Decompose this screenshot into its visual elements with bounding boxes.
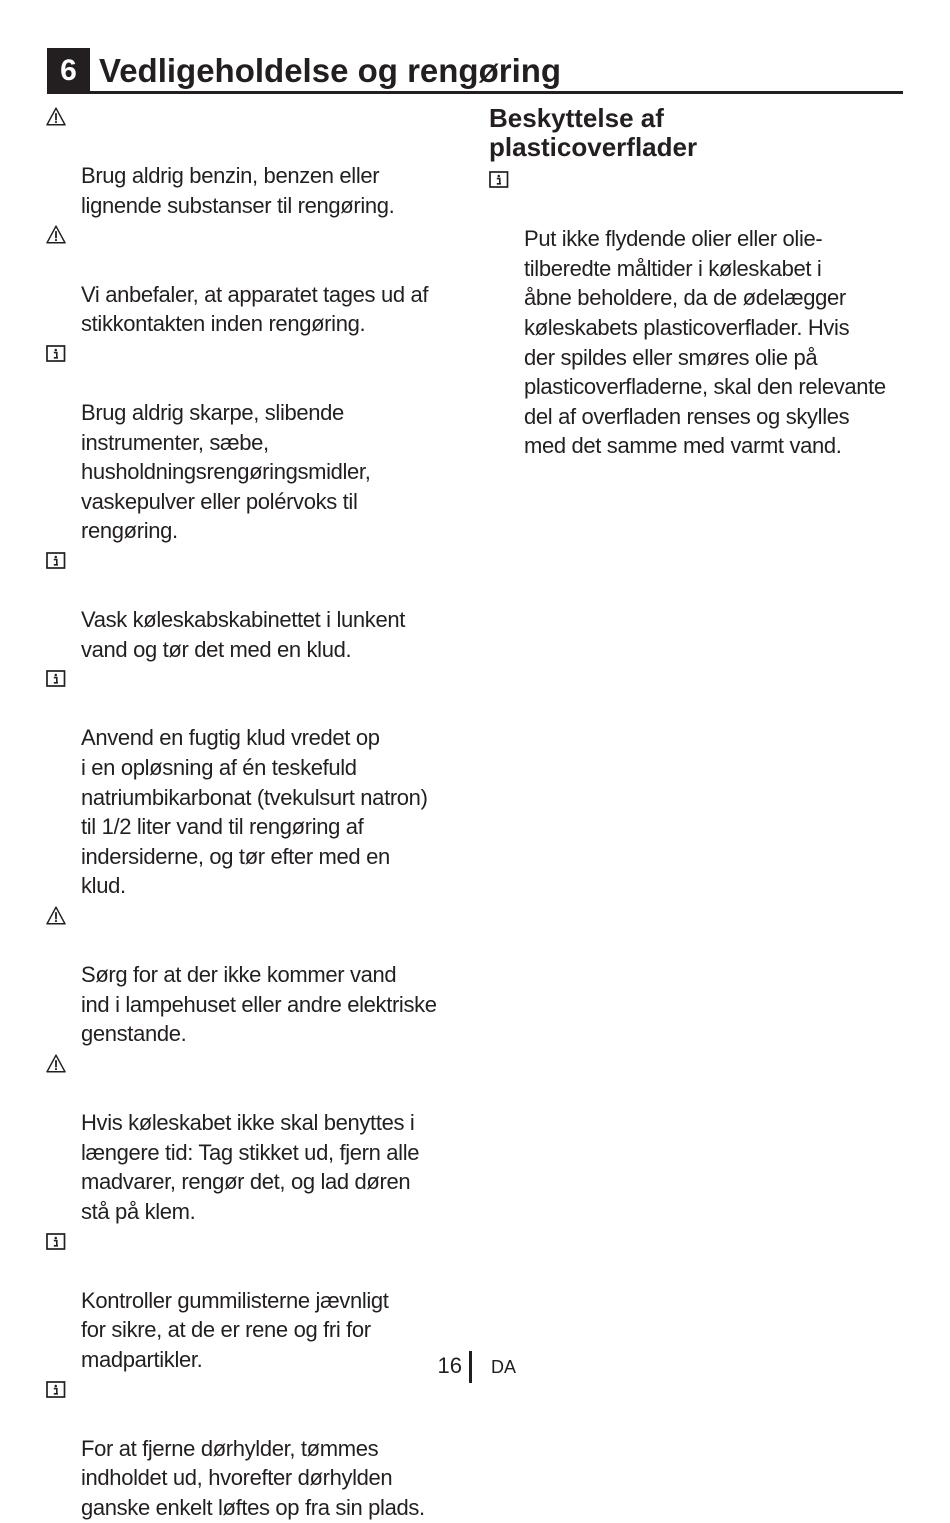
list-item-text: Sørg for at der ikke kommer vand ind i lampehuset eller andre elektriske genstande. xyxy=(81,962,437,1047)
section-title: Vedligeholdelse og rengøring xyxy=(99,52,562,89)
list-item xyxy=(46,1375,466,1523)
right-column xyxy=(489,104,909,461)
list-item xyxy=(46,546,466,664)
list-item xyxy=(489,165,909,461)
list-item-text: Anvend en fugtig klud vredet op i en opløsning af én teskefuld natriumbikarbonat (tvekulsurt natron) til 1/2 liter vand til rengøring af indersiderne, og tør efter med en klud. xyxy=(81,725,428,899)
list-item-text: For at fjerne dørhylder, tømmes indholdet ud, hvorefter dørhylden ganske enkelt løftes op fra sin plads. xyxy=(81,1435,425,1520)
list-item xyxy=(46,220,466,338)
language-code: DA xyxy=(491,1357,517,1377)
warning-icon xyxy=(46,107,66,126)
section-number-badge: 6 xyxy=(47,48,90,91)
info-icon xyxy=(46,669,66,688)
page-number: 16 xyxy=(437,1353,462,1378)
list-item xyxy=(46,664,466,901)
list-item-text: Vi anbefaler, at apparatet tages ud af stikkontakten inden rengøring. xyxy=(81,281,429,337)
warning-icon xyxy=(46,225,66,244)
list-item xyxy=(46,339,466,546)
info-icon xyxy=(46,1232,66,1251)
info-icon xyxy=(46,551,66,570)
list-item-text: Kontroller gummilisterne jævnligt for sikre, at de er rene og fri for madpartikler. xyxy=(81,1287,389,1372)
list-item-text: Hvis køleskabet ikke skal benyttes i længere tid: Tag stikket ud, fjern alle madvarer, rengør det, og lad døren stå på klem. xyxy=(81,1110,420,1224)
footer-divider xyxy=(469,1351,472,1383)
info-icon xyxy=(46,344,66,363)
list-item xyxy=(46,102,466,220)
list-item-text: Put ikke flydende olier eller olie- tilberedte måltider i køleskabet i åbne beholdere, da de ødelægger køleskabets plasticoverflader. Hvis der spildes eller smøres olie på plasticoverfladerne, skal den relevante del af overfladen renses og skylles med det samme med varmt vand. xyxy=(524,226,886,459)
warning-icon xyxy=(46,906,66,925)
list-item-text: Brug aldrig benzin, benzen eller lignende substanser til rengøring. xyxy=(81,163,395,218)
page-footer xyxy=(0,1346,950,1386)
list-item xyxy=(46,1049,466,1227)
list-item-text: Vask køleskabskabinettet i lunkent vand og tør det med en klud. xyxy=(81,607,405,662)
info-icon xyxy=(489,170,509,189)
list-item-text: Brug aldrig skarpe, slibende instrumenter, sæbe, husholdningsrengøringsmidler, vaskepulver eller polérvoks til rengøring. xyxy=(81,399,371,544)
subsection-title: Beskyttelse af plasticoverflader xyxy=(489,103,698,162)
list-item xyxy=(46,901,466,1049)
warning-icon xyxy=(46,1054,66,1073)
left-column xyxy=(46,102,466,1523)
section-header xyxy=(47,48,903,94)
